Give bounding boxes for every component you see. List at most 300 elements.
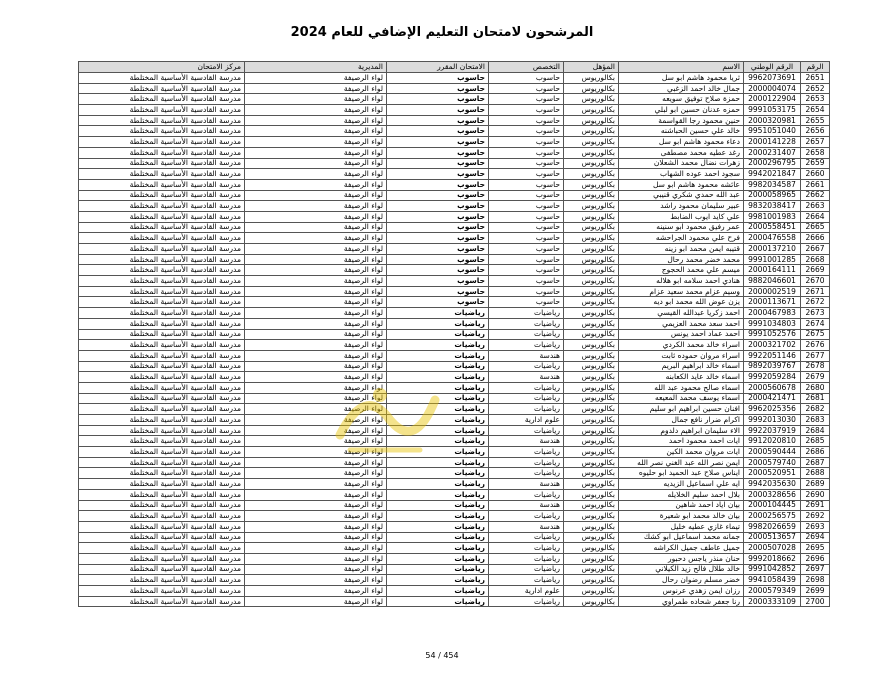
cell-name: رغد عطيه محمد مصطفى (619, 147, 744, 158)
cell-exam: حاسوب (387, 254, 489, 265)
cell-center: مدرسة القادسية الأساسية المختلطة (79, 500, 245, 511)
cell-directorate: لواء الرصيفة (245, 94, 387, 105)
cell-specialty: رياضيات (489, 308, 564, 319)
cell-center: مدرسة القادسية الأساسية المختلطة (79, 308, 245, 319)
cell-name: حنان منذر ياجس دحبور (619, 553, 744, 564)
cell-national-id: 2000256575 (744, 511, 801, 522)
table-row (79, 276, 830, 287)
cell-name: ايمن نصر الله عبد الغني نصر الله (619, 457, 744, 468)
cell-directorate: لواء الرصيفة (245, 393, 387, 404)
cell-center: مدرسة القادسية الأساسية المختلطة (79, 468, 245, 479)
cell-national-id: 9942021847 (744, 169, 801, 180)
table-row (79, 147, 830, 158)
cell-qualification: بكالوريوس (564, 126, 619, 137)
cell-exam: حاسوب (387, 115, 489, 126)
cell-name: هنادي احمد سلامه ابو هلاله (619, 276, 744, 287)
cell-specialty: حاسوب (489, 169, 564, 180)
table-row (79, 425, 830, 436)
cell-num: 2680 (801, 382, 830, 393)
cell-name: جمانه محمد اسماعيل ابو كشك (619, 532, 744, 543)
cell-exam: حاسوب (387, 244, 489, 255)
cell-national-id: 2000579740 (744, 457, 801, 468)
cell-qualification: بكالوريوس (564, 158, 619, 169)
cell-exam: حاسوب (387, 201, 489, 212)
cell-name: رزان ايمن زهدي عرنوس (619, 586, 744, 597)
cell-directorate: لواء الرصيفة (245, 415, 387, 426)
cell-name: عبير سليمان محمود راشد (619, 201, 744, 212)
cell-num: 2684 (801, 425, 830, 436)
cell-exam: حاسوب (387, 83, 489, 94)
cell-national-id: 2000558451 (744, 222, 801, 233)
cell-exam: رياضيات (387, 404, 489, 415)
cell-exam: حاسوب (387, 276, 489, 287)
cell-name: حمزة صلاح توفيق سويعه (619, 94, 744, 105)
cell-qualification: بكالوريوس (564, 137, 619, 148)
cell-directorate: لواء الرصيفة (245, 190, 387, 201)
cell-center: مدرسة القادسية الأساسية المختلطة (79, 190, 245, 201)
table-row (79, 308, 830, 319)
cell-directorate: لواء الرصيفة (245, 158, 387, 169)
cell-national-id: 2000467983 (744, 308, 801, 319)
cell-specialty: رياضيات (489, 447, 564, 458)
cell-exam: رياضيات (387, 382, 489, 393)
cell-name: سجود احمد عوده الشهاب (619, 169, 744, 180)
cell-exam: رياضيات (387, 372, 489, 383)
table-row (79, 179, 830, 190)
cell-name: قتيبه ايمن محمد ابو زينه (619, 244, 744, 255)
cell-exam: حاسوب (387, 265, 489, 276)
table-row (79, 233, 830, 244)
cell-directorate: لواء الرصيفة (245, 489, 387, 500)
cell-name: فرح علي محمود الجراحشه (619, 233, 744, 244)
cell-num: 2688 (801, 468, 830, 479)
cell-num: 2672 (801, 297, 830, 308)
cell-national-id: 9991052576 (744, 329, 801, 340)
cell-center: مدرسة القادسية الأساسية المختلطة (79, 425, 245, 436)
cell-national-id: 9922037919 (744, 425, 801, 436)
cell-exam: رياضيات (387, 543, 489, 554)
table-row (79, 596, 830, 607)
cell-exam: حاسوب (387, 137, 489, 148)
page-title: المرشحون لامتحان التعليم الإضافي للعام 2024 (290, 25, 594, 40)
cell-name: احمد عماد احمد يونس (619, 329, 744, 340)
cell-exam: حاسوب (387, 94, 489, 105)
cell-exam: رياضيات (387, 575, 489, 586)
cell-specialty: حاسوب (489, 147, 564, 158)
cell-name: خالد طلال فالح زيد الكيلاني (619, 564, 744, 575)
cell-directorate: لواء الرصيفة (245, 361, 387, 372)
cell-directorate: لواء الرصيفة (245, 511, 387, 522)
cell-qualification: بكالوريوس (564, 415, 619, 426)
cell-directorate: لواء الرصيفة (245, 137, 387, 148)
cell-directorate: لواء الرصيفة (245, 115, 387, 126)
cell-exam: حاسوب (387, 211, 489, 222)
cell-name: تيماء غازي عطيه خليل (619, 521, 744, 532)
cell-national-id: 9982026659 (744, 521, 801, 532)
cell-name: اسماء خالد عايد الكعابنه (619, 372, 744, 383)
cell-qualification: بكالوريوس (564, 265, 619, 276)
cell-national-id: 9992018662 (744, 553, 801, 564)
cell-name: رنا جعفر شحاده طمراوي (619, 596, 744, 607)
table-row (79, 169, 830, 180)
cell-center: مدرسة القادسية الأساسية المختلطة (79, 286, 245, 297)
table-row (79, 115, 830, 126)
cell-center: مدرسة القادسية الأساسية المختلطة (79, 361, 245, 372)
cell-national-id: 2000476558 (744, 233, 801, 244)
cell-directorate: لواء الرصيفة (245, 553, 387, 564)
cell-exam: حاسوب (387, 190, 489, 201)
cell-specialty: هندسة (489, 479, 564, 490)
cell-specialty: حاسوب (489, 83, 564, 94)
cell-directorate: لواء الرصيفة (245, 297, 387, 308)
cell-exam: رياضيات (387, 361, 489, 372)
cell-qualification: بكالوريوس (564, 211, 619, 222)
cell-specialty: حاسوب (489, 222, 564, 233)
cell-qualification: بكالوريوس (564, 436, 619, 447)
cell-directorate: لواء الرصيفة (245, 382, 387, 393)
cell-specialty: رياضيات (489, 340, 564, 351)
cell-specialty: رياضيات (489, 425, 564, 436)
cell-specialty: علوم ادارية (489, 586, 564, 597)
cell-name: وسيم عزام محمد سعيد عزام (619, 286, 744, 297)
cell-directorate: لواء الرصيفة (245, 276, 387, 287)
cell-name: ميسم علي محمد الحجوج (619, 265, 744, 276)
cell-directorate: لواء الرصيفة (245, 105, 387, 116)
cell-center: مدرسة القادسية الأساسية المختلطة (79, 297, 245, 308)
table-row (79, 190, 830, 201)
cell-qualification: بكالوريوس (564, 564, 619, 575)
cell-num: 2670 (801, 276, 830, 287)
cell-qualification: بكالوريوس (564, 73, 619, 84)
cell-center: مدرسة القادسية الأساسية المختلطة (79, 372, 245, 383)
cell-directorate: لواء الرصيفة (245, 596, 387, 607)
cell-name: خضر مسلم رضوان رحال (619, 575, 744, 586)
cell-specialty: رياضيات (489, 404, 564, 415)
cell-specialty: رياضيات (489, 564, 564, 575)
cell-name: عبد الله حمدي شكري قنيبي (619, 190, 744, 201)
cell-num: 2673 (801, 308, 830, 319)
cell-num: 2692 (801, 511, 830, 522)
cell-specialty: علوم ادارية (489, 415, 564, 426)
table-row (79, 521, 830, 532)
cell-directorate: لواء الرصيفة (245, 73, 387, 84)
cell-specialty: رياضيات (489, 329, 564, 340)
cell-center: مدرسة القادسية الأساسية المختلطة (79, 222, 245, 233)
cell-national-id: 9942035630 (744, 479, 801, 490)
table-row (79, 468, 830, 479)
cell-num: 2652 (801, 83, 830, 94)
cell-center: مدرسة القادسية الأساسية المختلطة (79, 73, 245, 84)
cell-directorate: لواء الرصيفة (245, 222, 387, 233)
table-row (79, 586, 830, 597)
cell-center: مدرسة القادسية الأساسية المختلطة (79, 479, 245, 490)
cell-center: مدرسة القادسية الأساسية المختلطة (79, 586, 245, 597)
cell-national-id: 9981001983 (744, 211, 801, 222)
cell-exam: حاسوب (387, 297, 489, 308)
cell-center: مدرسة القادسية الأساسية المختلطة (79, 158, 245, 169)
cell-name: علي كايد ايوب الضابط (619, 211, 744, 222)
cell-exam: رياضيات (387, 511, 489, 522)
cell-name: احمد سعد محمد العزيمي (619, 318, 744, 329)
cell-exam: رياضيات (387, 329, 489, 340)
cell-num: 2664 (801, 211, 830, 222)
table-row (79, 158, 830, 169)
header-qualification: المؤهل (564, 62, 619, 73)
cell-qualification: بكالوريوس (564, 532, 619, 543)
table-row (79, 211, 830, 222)
cell-num: 2698 (801, 575, 830, 586)
header-num: الرقم (801, 62, 830, 73)
cell-national-id: 2000122904 (744, 94, 801, 105)
cell-center: مدرسة القادسية الأساسية المختلطة (79, 211, 245, 222)
cell-center: مدرسة القادسية الأساسية المختلطة (79, 244, 245, 255)
header-directorate: المديرية (245, 62, 387, 73)
table-row (79, 511, 830, 522)
cell-num: 2677 (801, 350, 830, 361)
cell-qualification: بكالوريوس (564, 308, 619, 319)
cell-qualification: بكالوريوس (564, 276, 619, 287)
table-row (79, 297, 830, 308)
cell-center: مدرسة القادسية الأساسية المختلطة (79, 457, 245, 468)
cell-national-id: 2000520951 (744, 468, 801, 479)
cell-qualification: بكالوريوس (564, 425, 619, 436)
cell-qualification: بكالوريوس (564, 586, 619, 597)
cell-directorate: لواء الرصيفة (245, 265, 387, 276)
cell-name: عمر رفيق محمود ابو سنينه (619, 222, 744, 233)
cell-directorate: لواء الرصيفة (245, 147, 387, 158)
table-row (79, 457, 830, 468)
cell-name: اسماء يوسف محمد المعيعه (619, 393, 744, 404)
table-body (79, 73, 830, 607)
table-row (79, 105, 830, 116)
cell-num: 2655 (801, 115, 830, 126)
table-row (79, 553, 830, 564)
cell-exam: رياضيات (387, 500, 489, 511)
cell-national-id: 2000579349 (744, 586, 801, 597)
cell-num: 2699 (801, 586, 830, 597)
cell-qualification: بكالوريوس (564, 233, 619, 244)
cell-qualification: بكالوريوس (564, 382, 619, 393)
cell-center: مدرسة القادسية الأساسية المختلطة (79, 511, 245, 522)
cell-qualification: بكالوريوس (564, 222, 619, 233)
cell-name: اكرام ضرار نافع جمال (619, 415, 744, 426)
cell-exam: رياضيات (387, 308, 489, 319)
cell-specialty: حاسوب (489, 233, 564, 244)
cell-specialty: حاسوب (489, 73, 564, 84)
table-row (79, 500, 830, 511)
cell-qualification: بكالوريوس (564, 457, 619, 468)
cell-exam: رياضيات (387, 479, 489, 490)
candidates-table (78, 61, 830, 607)
cell-center: مدرسة القادسية الأساسية المختلطة (79, 276, 245, 287)
cell-specialty: رياضيات (489, 543, 564, 554)
table-row (79, 350, 830, 361)
cell-directorate: لواء الرصيفة (245, 211, 387, 222)
cell-num: 2681 (801, 393, 830, 404)
cell-num: 2659 (801, 158, 830, 169)
cell-directorate: لواء الرصيفة (245, 286, 387, 297)
cell-directorate: لواء الرصيفة (245, 425, 387, 436)
cell-national-id: 9892039767 (744, 361, 801, 372)
cell-specialty: رياضيات (489, 511, 564, 522)
cell-directorate: لواء الرصيفة (245, 543, 387, 554)
table-row (79, 404, 830, 415)
cell-num: 2679 (801, 372, 830, 383)
table-row (79, 329, 830, 340)
cell-qualification: بكالوريوس (564, 393, 619, 404)
cell-center: مدرسة القادسية الأساسية المختلطة (79, 447, 245, 458)
cell-specialty: حاسوب (489, 201, 564, 212)
cell-specialty: حاسوب (489, 297, 564, 308)
cell-center: مدرسة القادسية الأساسية المختلطة (79, 415, 245, 426)
header-name: الاسم (619, 62, 744, 73)
cell-center: مدرسة القادسية الأساسية المختلطة (79, 350, 245, 361)
table-row (79, 489, 830, 500)
cell-exam: حاسوب (387, 233, 489, 244)
cell-national-id: 9912020810 (744, 436, 801, 447)
cell-name: ايه علي اسماعيل الزيديه (619, 479, 744, 490)
cell-num: 2671 (801, 286, 830, 297)
cell-qualification: بكالوريوس (564, 201, 619, 212)
cell-center: مدرسة القادسية الأساسية المختلطة (79, 318, 245, 329)
cell-specialty: رياضيات (489, 361, 564, 372)
cell-national-id: 2000137210 (744, 244, 801, 255)
header-row (79, 62, 830, 73)
cell-directorate: لواء الرصيفة (245, 179, 387, 190)
cell-exam: حاسوب (387, 147, 489, 158)
cell-num: 2651 (801, 73, 830, 84)
cell-center: مدرسة القادسية الأساسية المختلطة (79, 596, 245, 607)
table-row (79, 415, 830, 426)
cell-national-id: 2000058965 (744, 190, 801, 201)
table-row (79, 73, 830, 84)
cell-num: 2658 (801, 147, 830, 158)
cell-num: 2696 (801, 553, 830, 564)
cell-specialty: حاسوب (489, 137, 564, 148)
page-number: 54 / 454 (425, 651, 459, 660)
cell-specialty: حاسوب (489, 211, 564, 222)
cell-num: 2685 (801, 436, 830, 447)
cell-qualification: بكالوريوس (564, 115, 619, 126)
table-row (79, 222, 830, 233)
cell-specialty: رياضيات (489, 393, 564, 404)
cell-national-id: 2000507028 (744, 543, 801, 554)
cell-center: مدرسة القادسية الأساسية المختلطة (79, 553, 245, 564)
cell-qualification: بكالوريوس (564, 361, 619, 372)
cell-qualification: بكالوريوس (564, 329, 619, 340)
cell-directorate: لواء الرصيفة (245, 468, 387, 479)
cell-center: مدرسة القادسية الأساسية المختلطة (79, 340, 245, 351)
cell-num: 2660 (801, 169, 830, 180)
cell-center: مدرسة القادسية الأساسية المختلطة (79, 393, 245, 404)
cell-national-id: 9991001285 (744, 254, 801, 265)
cell-directorate: لواء الرصيفة (245, 350, 387, 361)
cell-qualification: بكالوريوس (564, 147, 619, 158)
cell-name: جمال خالد احمد الزغبي (619, 83, 744, 94)
table-row (79, 265, 830, 276)
cell-exam: رياضيات (387, 447, 489, 458)
cell-exam: حاسوب (387, 105, 489, 116)
cell-center: مدرسة القادسية الأساسية المختلطة (79, 179, 245, 190)
cell-exam: حاسوب (387, 222, 489, 233)
cell-num: 2662 (801, 190, 830, 201)
cell-exam: رياضيات (387, 532, 489, 543)
cell-national-id: 9962025356 (744, 404, 801, 415)
cell-qualification: بكالوريوس (564, 404, 619, 415)
table-header (79, 62, 830, 73)
cell-name: ايات احمد محمود احمد (619, 436, 744, 447)
cell-directorate: لواء الرصيفة (245, 254, 387, 265)
cell-center: مدرسة القادسية الأساسية المختلطة (79, 83, 245, 94)
cell-center: مدرسة القادسية الأساسية المختلطة (79, 126, 245, 137)
cell-specialty: حاسوب (489, 254, 564, 265)
cell-exam: حاسوب (387, 126, 489, 137)
cell-num: 2665 (801, 222, 830, 233)
cell-specialty: رياضيات (489, 532, 564, 543)
cell-directorate: لواء الرصيفة (245, 500, 387, 511)
cell-name: ثريا محمود هاشم ابو سل (619, 73, 744, 84)
cell-specialty: حاسوب (489, 190, 564, 201)
cell-exam: رياضيات (387, 415, 489, 426)
cell-qualification: بكالوريوس (564, 244, 619, 255)
cell-qualification: بكالوريوس (564, 254, 619, 265)
cell-name: بيان اياد احمد شاهين (619, 500, 744, 511)
cell-exam: رياضيات (387, 350, 489, 361)
cell-directorate: لواء الرصيفة (245, 586, 387, 597)
cell-center: مدرسة القادسية الأساسية المختلطة (79, 233, 245, 244)
cell-qualification: بكالوريوس (564, 500, 619, 511)
cell-national-id: 9951051040 (744, 126, 801, 137)
cell-national-id: 2000296795 (744, 158, 801, 169)
cell-national-id: 9992059284 (744, 372, 801, 383)
cell-center: مدرسة القادسية الأساسية المختلطة (79, 105, 245, 116)
cell-qualification: بكالوريوس (564, 372, 619, 383)
cell-exam: حاسوب (387, 169, 489, 180)
cell-exam: رياضيات (387, 586, 489, 597)
cell-exam: رياضيات (387, 468, 489, 479)
cell-national-id: 2000002519 (744, 286, 801, 297)
cell-directorate: لواء الرصيفة (245, 457, 387, 468)
cell-national-id: 2000004074 (744, 83, 801, 94)
table-row (79, 126, 830, 137)
cell-specialty: هندسة (489, 350, 564, 361)
cell-center: مدرسة القادسية الأساسية المختلطة (79, 265, 245, 276)
cell-specialty: حاسوب (489, 126, 564, 137)
cell-directorate: لواء الرصيفة (245, 436, 387, 447)
cell-directorate: لواء الرصيفة (245, 575, 387, 586)
cell-name: يزن عوض الله محمد ابو ديه (619, 297, 744, 308)
cell-specialty: هندسة (489, 500, 564, 511)
cell-num: 2690 (801, 489, 830, 500)
cell-name: حمزه عدنان حسين ابو لبلي (619, 105, 744, 116)
cell-center: مدرسة القادسية الأساسية المختلطة (79, 329, 245, 340)
cell-national-id: 2000141228 (744, 137, 801, 148)
cell-directorate: لواء الرصيفة (245, 521, 387, 532)
cell-national-id: 9982034587 (744, 179, 801, 190)
cell-name: بيان خالد محمد ابو شعيرة (619, 511, 744, 522)
cell-directorate: لواء الرصيفة (245, 447, 387, 458)
cell-num: 2667 (801, 244, 830, 255)
cell-qualification: بكالوريوس (564, 297, 619, 308)
cell-qualification: بكالوريوس (564, 447, 619, 458)
cell-exam: رياضيات (387, 489, 489, 500)
cell-specialty: حاسوب (489, 276, 564, 287)
cell-num: 2653 (801, 94, 830, 105)
cell-directorate: لواء الرصيفة (245, 372, 387, 383)
cell-directorate: لواء الرصيفة (245, 329, 387, 340)
cell-center: مدرسة القادسية الأساسية المختلطة (79, 147, 245, 158)
cell-national-id: 9832038417 (744, 201, 801, 212)
